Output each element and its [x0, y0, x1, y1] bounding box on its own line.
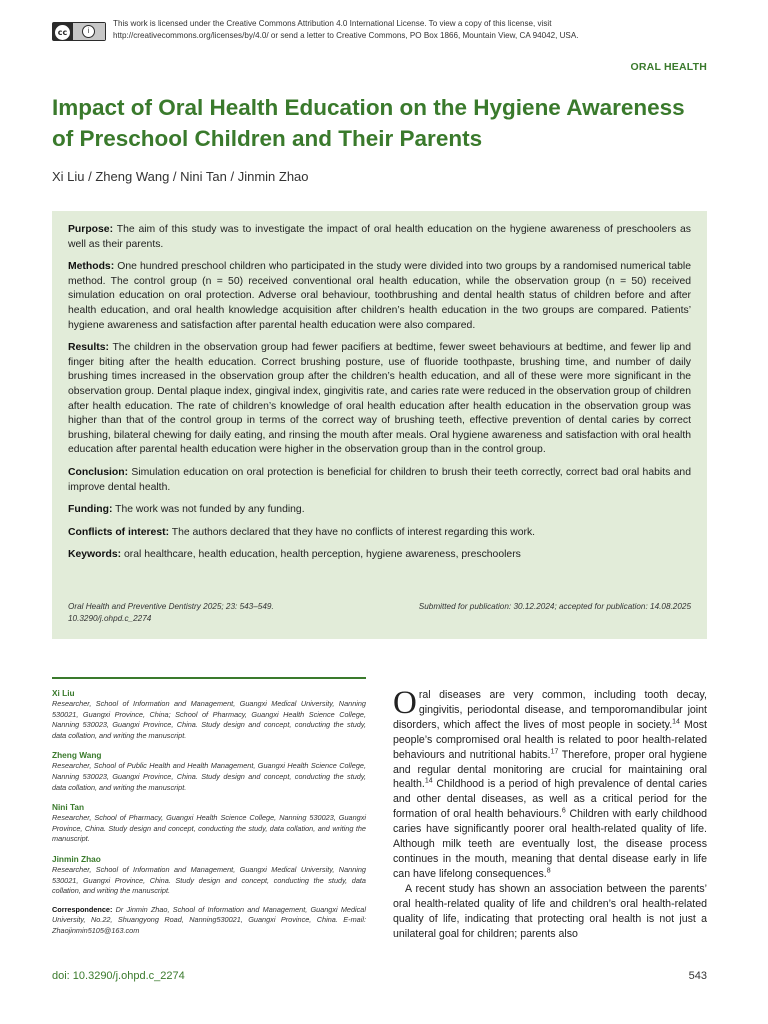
abstract-methods: Methods: One hundred preschool children who participated in the study were divided into two groups by a randomised numerical table method. The control group (n = 50) received conventional oral health education, while the observation group (n = 50) received simulation education on oral protection. Adverse oral behaviour, toothbrushing and dental health status of children before and after health education, and oral health knowledge acquisition after children’s health education in the two groups are compared. Patients’ hygiene awareness and satisfaction after parental health education were also compared. — [68, 261, 691, 331]
affiliation-item — [52, 749, 366, 793]
abstract-purpose: Purpose: The aim of this study was to investigate the impact of oral health education on the hygiene awareness of preschoolers as well as their parents. — [68, 224, 692, 250]
section-label: ORAL HEALTH — [630, 61, 707, 73]
affiliation-name: Zheng Wang — [52, 750, 102, 761]
journal-reference: Oral Health and Preventive Dentistry 2025; 23: 543–549. — [68, 602, 274, 611]
correspondence: Correspondence: Dr Jinmin Zhao, School of Information and Management, Guangxi Medical University, No.22, Shuangyong Road, Nanning530021, Guangxi Province, China. E-mail: Zhaojinmin5105@163.com — [52, 904, 366, 935]
affiliation-item — [52, 801, 366, 845]
affiliation-desc: Researcher, School of Pharmacy, Guangxi Health Science College, Nanning 530023, Guangxi Province, China. Study design and concept, conducting the study, data collation, and writing the manuscript. — [52, 813, 366, 844]
affiliation-desc: Researcher, School of Information and Management, Guangxi Medical University, Nanning 530021, Guangxi Province, China. Study design and concept, conducting the study, data collation, and writing the manuscript. — [52, 864, 366, 896]
citation-ref[interactable]: 17 — [550, 748, 559, 756]
submission-dates: Submitted for publication: 30.12.2024; accepted for publication: 14.08.2025 — [418, 602, 691, 611]
footer-doi[interactable]: doi: 10.3290/j.ohpd.c_2274 — [52, 970, 185, 982]
article-title: Impact of Oral Health Education on the Hygiene Awareness of Preschool Children and Their Parents — [52, 95, 685, 151]
citation-ref[interactable]: 14 — [424, 777, 433, 785]
abstract-box — [52, 211, 707, 639]
body-paragraph: A recent study has shown an association between the parents’ oral health-related quality of life and children’s oral health-related quality of life, indicating that protecting oral health is not just a unilateral goal for children; parents also — [393, 882, 707, 940]
license-notice — [52, 18, 712, 46]
affiliation-item — [52, 687, 366, 741]
drop-cap: O — [393, 685, 417, 721]
abstract-conflicts: Conflicts of interest: The authors declared that they have no conflicts of interest regarding this work. — [68, 526, 536, 538]
license-link[interactable]: http://creativecommons.org/licenses/by/4.0/ or send a letter to Creative Commons, PO Box 1866, Mountain View, CA 94042, USA. — [113, 31, 579, 40]
journal-doi[interactable]: 10.3290/j.ohpd.c_2274 — [68, 614, 152, 623]
abstract-results: Results: The children in the observation group had fewer pacifiers at bedtime, fewer sweet behaviours at bedtime, and fewer lip and finger biting after the health education. Correct brushing posture, use of fluoride toothpaste, brushing time, and number of daily brushing times increased in the observation group after the children’s health education, and all of these were more significant in the observation group. Dental plaque index, gingival index, gingivitis rate, and caries rate were reduced in the observation group of children after health education. The rate of children’s knowledge of oral health education after health education in the observation group was higher than that of the control group in terms of the correct way of brushing teeth, effective prevention of dental caries by correct brushing, bilateral chewing for daily eating, and rinsing the mouth after meals. Oral hygiene awareness and satisfaction with oral health education after parental health education were higher in the observation group than in the control group. — [68, 342, 691, 456]
abstract-conclusion: Conclusion: Simulation education on oral protection is beneficial for children to brush their teeth correctly, correct bad oral habits and improve dental health. — [68, 466, 691, 493]
affiliation-name: Nini Tan — [52, 802, 85, 813]
page-number: 543 — [688, 970, 707, 982]
author-list: Xi Liu / Zheng Wang / Nini Tan / Jinmin Zhao — [52, 169, 309, 184]
affiliation-name: Xi Liu — [52, 688, 75, 698]
affiliation-desc: Researcher, School of Public Health and Health Management, Guangxi Health Science College, Nanning 530023, Guangxi Province, China. Study design and concept, conducting the study, data collation, and writing the manuscript. — [52, 761, 366, 792]
cc-logo-icon: cc — [55, 25, 70, 40]
affiliation-desc: Researcher, School of Information and Management, Guangxi Medical University, Nanning 530021, Guangxi Province, China; School of Pharmacy, Guangxi Health Science College, Nanning 530023, Guangxi Province, China. Study design and concept, conducting the study, data collation, and writing the manuscript. — [52, 699, 366, 740]
affiliation-item — [52, 853, 366, 897]
citation-ref[interactable]: 6 — [561, 807, 566, 815]
abstract-funding: Funding: The work was not funded by any funding. — [68, 504, 305, 516]
license-text: This work is licensed under the Creative Commons Attribution 4.0 International License. To view a copy of this license, visit http://creativecommons.org/licenses/by/4.0/ or send a letter to Creative Commons, PO Box 1866, Mountain View, CA 94042, USA. — [113, 18, 713, 42]
body-paragraph: Oral diseases are very common, including tooth decay, gingivitis, periodontal disease, and temporomandibular joint disorders, which affect the lives of most people in society.$^{14}$ Most people’s compromised oral health is related to poor health-related behaviours and nutritional habits.$^{17}$ Therefore, proper oral hygiene and regular dental monitoring are crucial for maintaining oral health.$^{14}$ Childhood is a period of high prevalence of dental caries and other dental diseases, as well as a critical period for the formation of oral health behaviours.$^6$ Children with early childhood caries have significantly poorer oral health-related quality of life. Although milk teeth are eventually lost, the disease process continues in the mouth, meaning that dental disease early in life can have lifelong consequences.$^8$ — [393, 685, 707, 880]
body-text-column — [393, 685, 707, 941]
attribution-icon: i — [82, 25, 95, 38]
citation-ref[interactable]: 8 — [546, 867, 551, 875]
affiliation-name: Jinmin Zhao — [52, 853, 101, 864]
author-affiliations — [52, 687, 366, 937]
abstract-keywords: Keywords: oral healthcare, health education, health perception, hygiene awareness, preschoolers — [68, 549, 521, 561]
citation-ref[interactable]: 14 — [672, 718, 680, 726]
affiliation-divider — [52, 677, 366, 679]
creative-commons-icon[interactable] — [52, 22, 106, 41]
